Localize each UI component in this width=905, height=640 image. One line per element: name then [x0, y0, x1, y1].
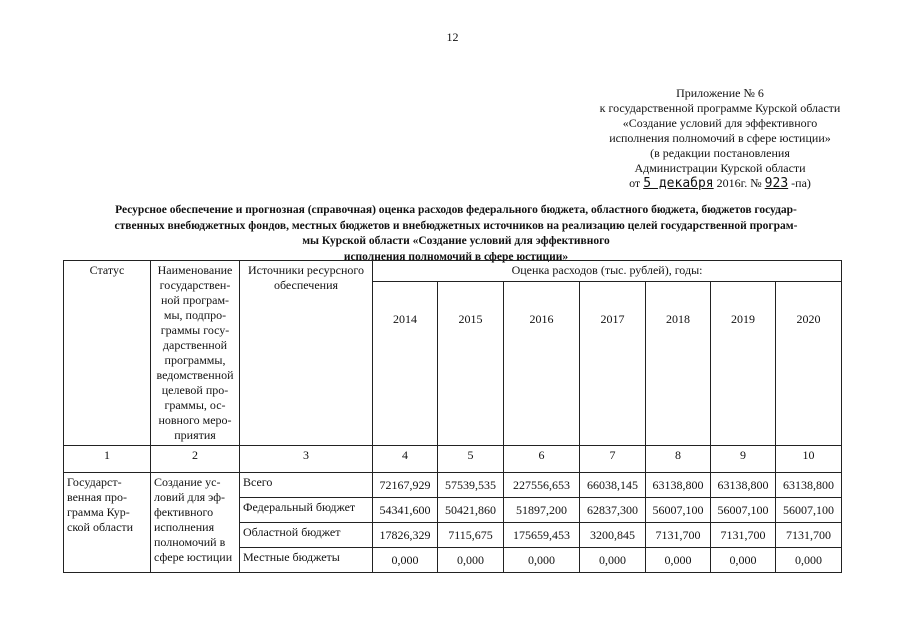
title-line: ственных внебюджетных фондов, местных бюджетов и внебюджетных источников на реализацию целей государственной програм- — [114, 219, 798, 232]
year-header: 2018 — [646, 282, 711, 446]
value-cell: 63138,800 — [646, 473, 711, 498]
value-cell: 72167,929 — [373, 473, 438, 498]
source-cell: Всего — [240, 473, 373, 498]
value-cell: 54341,600 — [373, 498, 438, 523]
year-header: 2014 — [373, 282, 438, 446]
value-cell: 56007,100 — [776, 498, 842, 523]
value-cell: 175659,453 — [504, 523, 580, 548]
appendix-line: Приложение № 6 — [676, 86, 764, 100]
value-cell: 63138,800 — [711, 473, 776, 498]
value-cell: 63138,800 — [776, 473, 842, 498]
value-cell: 62837,300 — [580, 498, 646, 523]
title-line: Ресурсное обеспечение и прогнозная (справочная) оценка расходов федерального бюджета, областного бюджета, бюджетов государ- — [115, 204, 797, 216]
from-label: от — [629, 176, 641, 190]
year-header: 2017 — [580, 282, 646, 446]
value-cell: 0,000 — [373, 548, 438, 573]
source-cell: Областной бюджет — [240, 523, 373, 548]
year-header: 2019 — [711, 282, 776, 446]
column-number: 5 — [438, 446, 504, 473]
document-title — [66, 203, 846, 265]
year-number-label: 2016г. № — [716, 176, 762, 190]
value-cell: 227556,653 — [504, 473, 580, 498]
value-cell: 0,000 — [711, 548, 776, 573]
value-cell: 7131,700 — [711, 523, 776, 548]
value-cell: 50421,860 — [438, 498, 504, 523]
appendix-line: (в редакции постановления — [650, 146, 790, 160]
value-cell: 7131,700 — [646, 523, 711, 548]
estimate-header: Оценка расходов (тыс. рублей), годы: — [373, 261, 842, 282]
column-number: 6 — [504, 446, 580, 473]
column-number: 3 — [240, 446, 373, 473]
budget-table — [63, 260, 842, 573]
table-row — [64, 473, 842, 498]
column-number: 7 — [580, 446, 646, 473]
column-number: 2 — [151, 446, 240, 473]
value-cell: 17826,329 — [373, 523, 438, 548]
value-cell: 51897,200 — [504, 498, 580, 523]
program-name-header: Наименование государствен-ной програм-мы, подпро-граммы госу-дарственной программы, ведомственной целевой про-граммы, ос-новного меро-приятия — [151, 261, 240, 446]
source-cell: Федеральный бюджет — [240, 498, 373, 523]
value-cell: 0,000 — [646, 548, 711, 573]
value-cell: 57539,535 — [438, 473, 504, 498]
resolution-reference — [560, 176, 880, 191]
value-cell: 0,000 — [504, 548, 580, 573]
handwritten-date: 5 декабря — [643, 176, 714, 191]
appendix-line: «Создание условий для эффективного — [622, 116, 818, 130]
sources-header: Источники ресурсного обеспечения — [240, 261, 373, 446]
source-cell: Местные бюджеты — [240, 548, 373, 573]
column-number: 1 — [64, 446, 151, 473]
column-number-row — [64, 446, 842, 473]
handwritten-number: 923 — [764, 176, 789, 191]
page-number: 12 — [446, 30, 459, 44]
value-cell: 56007,100 — [711, 498, 776, 523]
value-cell: 0,000 — [438, 548, 504, 573]
value-cell: 0,000 — [580, 548, 646, 573]
status-cell: Государст-венная про-грамма Кур-ской области — [64, 473, 151, 573]
title-line: исполнения полномочий в сфере юстиции» — [343, 250, 569, 263]
value-cell: 0,000 — [776, 548, 842, 573]
value-cell: 56007,100 — [646, 498, 711, 523]
appendix-header — [560, 86, 880, 191]
program-name-cell: Создание ус-ловий для эф-фективного исполнения полномочий в сфере юстиции — [151, 473, 240, 573]
appendix-line: Администрации Курской области — [634, 161, 806, 175]
header-row — [64, 261, 842, 282]
year-header: 2016 — [504, 282, 580, 446]
year-header: 2020 — [776, 282, 842, 446]
appendix-line: к государственной программе Курской области — [599, 101, 841, 115]
number-suffix: -па) — [791, 176, 811, 190]
year-header: 2015 — [438, 282, 504, 446]
appendix-line: исполнения полномочий в сфере юстиции» — [609, 131, 831, 145]
title-line: мы Курской области «Создание условий для эффективного — [302, 235, 610, 247]
status-header: Статус — [64, 261, 151, 446]
column-number: 4 — [373, 446, 438, 473]
value-cell: 66038,145 — [580, 473, 646, 498]
value-cell: 7131,700 — [776, 523, 842, 548]
column-number: 10 — [776, 446, 842, 473]
column-number: 8 — [646, 446, 711, 473]
value-cell: 3200,845 — [580, 523, 646, 548]
column-number: 9 — [711, 446, 776, 473]
value-cell: 7115,675 — [438, 523, 504, 548]
